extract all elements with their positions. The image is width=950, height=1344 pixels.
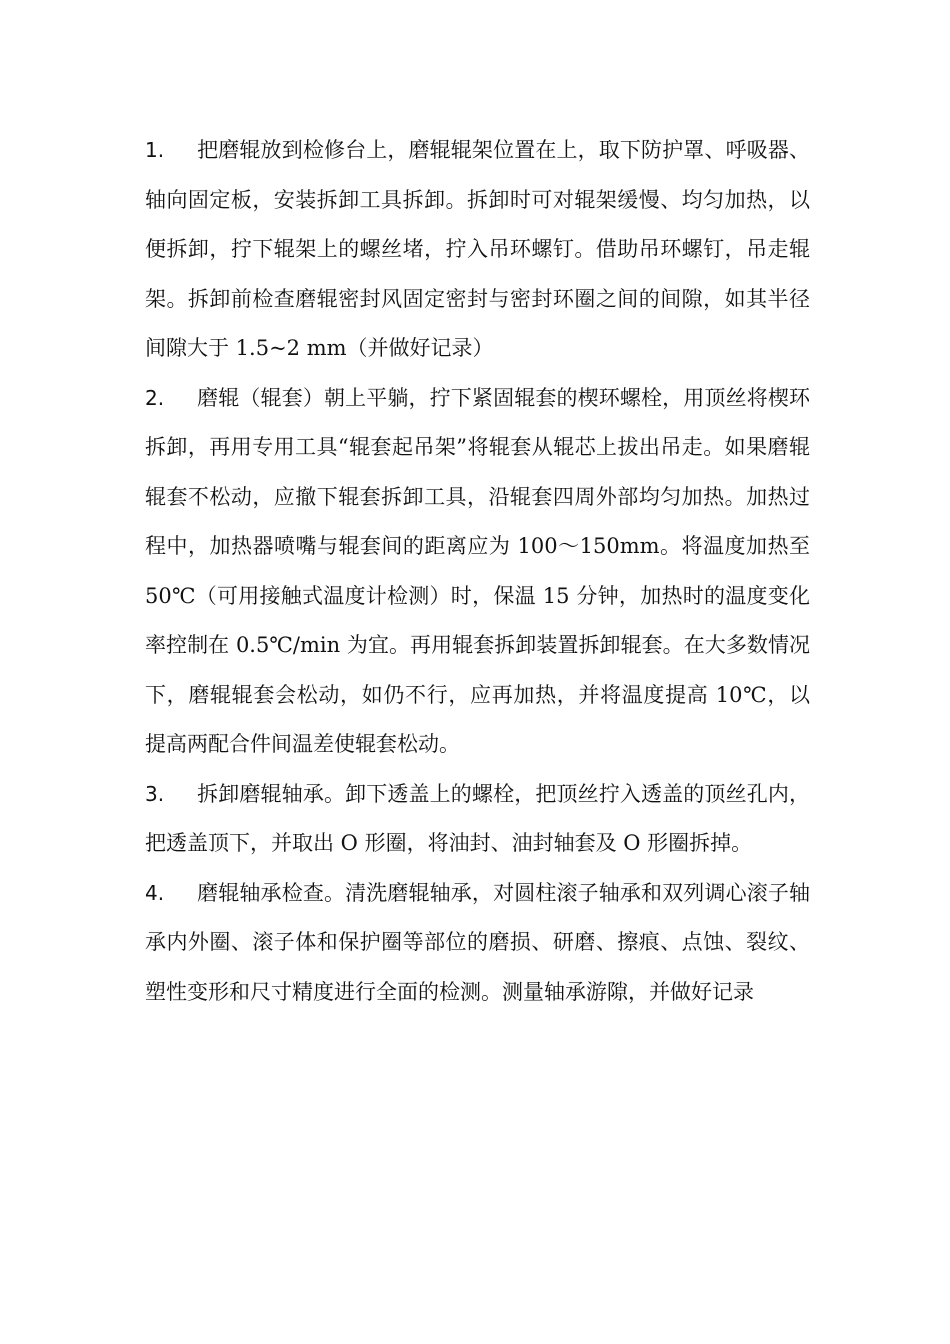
paragraph-4 (145, 869, 810, 1018)
paragraph-text: 磨辊轴承检查。清洗磨辊轴承，对圆柱滚子轴承和双列调心滚子轴承内外圈、滚子体和保护圈等部位的磨损、研磨、擦痕、点蚀、裂纹、塑性变形和尺寸精度进行全面的检测。测量轴承游隙，并做好记录 (145, 880, 810, 1004)
paragraph-number: 4. (145, 880, 165, 905)
paragraph-text: 把磨辊放到检修台上，磨辊辊架位置在上，取下防护罩、呼吸器、轴向固定板，安装拆卸工具拆卸。拆卸时可对辊架缓慢、均匀加热，以便拆卸，拧下辊架上的螺丝堵，拧入吊环螺钉。借助吊环螺钉，吊走辊架。拆卸前检查磨辊密封风固定密封与密封环圈之间的间隙，如其半径间隙大于 1.5~2 mm（并做好记录） (145, 138, 810, 360)
document-body (145, 126, 810, 1017)
paragraph-text: 磨辊（辊套）朝上平躺，拧下紧固辊套的楔环螺栓，用顶丝将楔环拆卸，再用专用工具“辊套起吊架”将辊套从辊芯上拔出吊走。如果磨辊辊套不松动，应撤下辊套拆卸工具，沿辊套四周外部均匀加热。加热过程中，加热器喷嘴与辊套间的距离应为 100～150mm。将温度加热至 50℃（可用接触式温度计检测）时，保温 15 分钟，加热时的温度变化率控制在 0.5℃/min 为宜。再用辊套拆卸装置拆卸辊套。在大多数情况下，磨辊辊套会松动，如仍不行，应再加热，并将温度提高 10℃，以提高两配合件间温差使辊套松动。 (145, 385, 810, 756)
paragraph-3 (145, 770, 810, 869)
paragraph-1 (145, 126, 810, 374)
paragraph-number: 1. (145, 138, 165, 162)
paragraph-number: 3. (145, 781, 165, 806)
paragraph-2 (145, 374, 810, 770)
paragraph-number: 2. (145, 385, 165, 410)
paragraph-text: 拆卸磨辊轴承。卸下透盖上的螺栓，把顶丝拧入透盖的顶丝孔内，把透盖顶下，并取出 O 形圈，将油封、油封轴套及 O 形圈拆掉。 (145, 781, 810, 855)
